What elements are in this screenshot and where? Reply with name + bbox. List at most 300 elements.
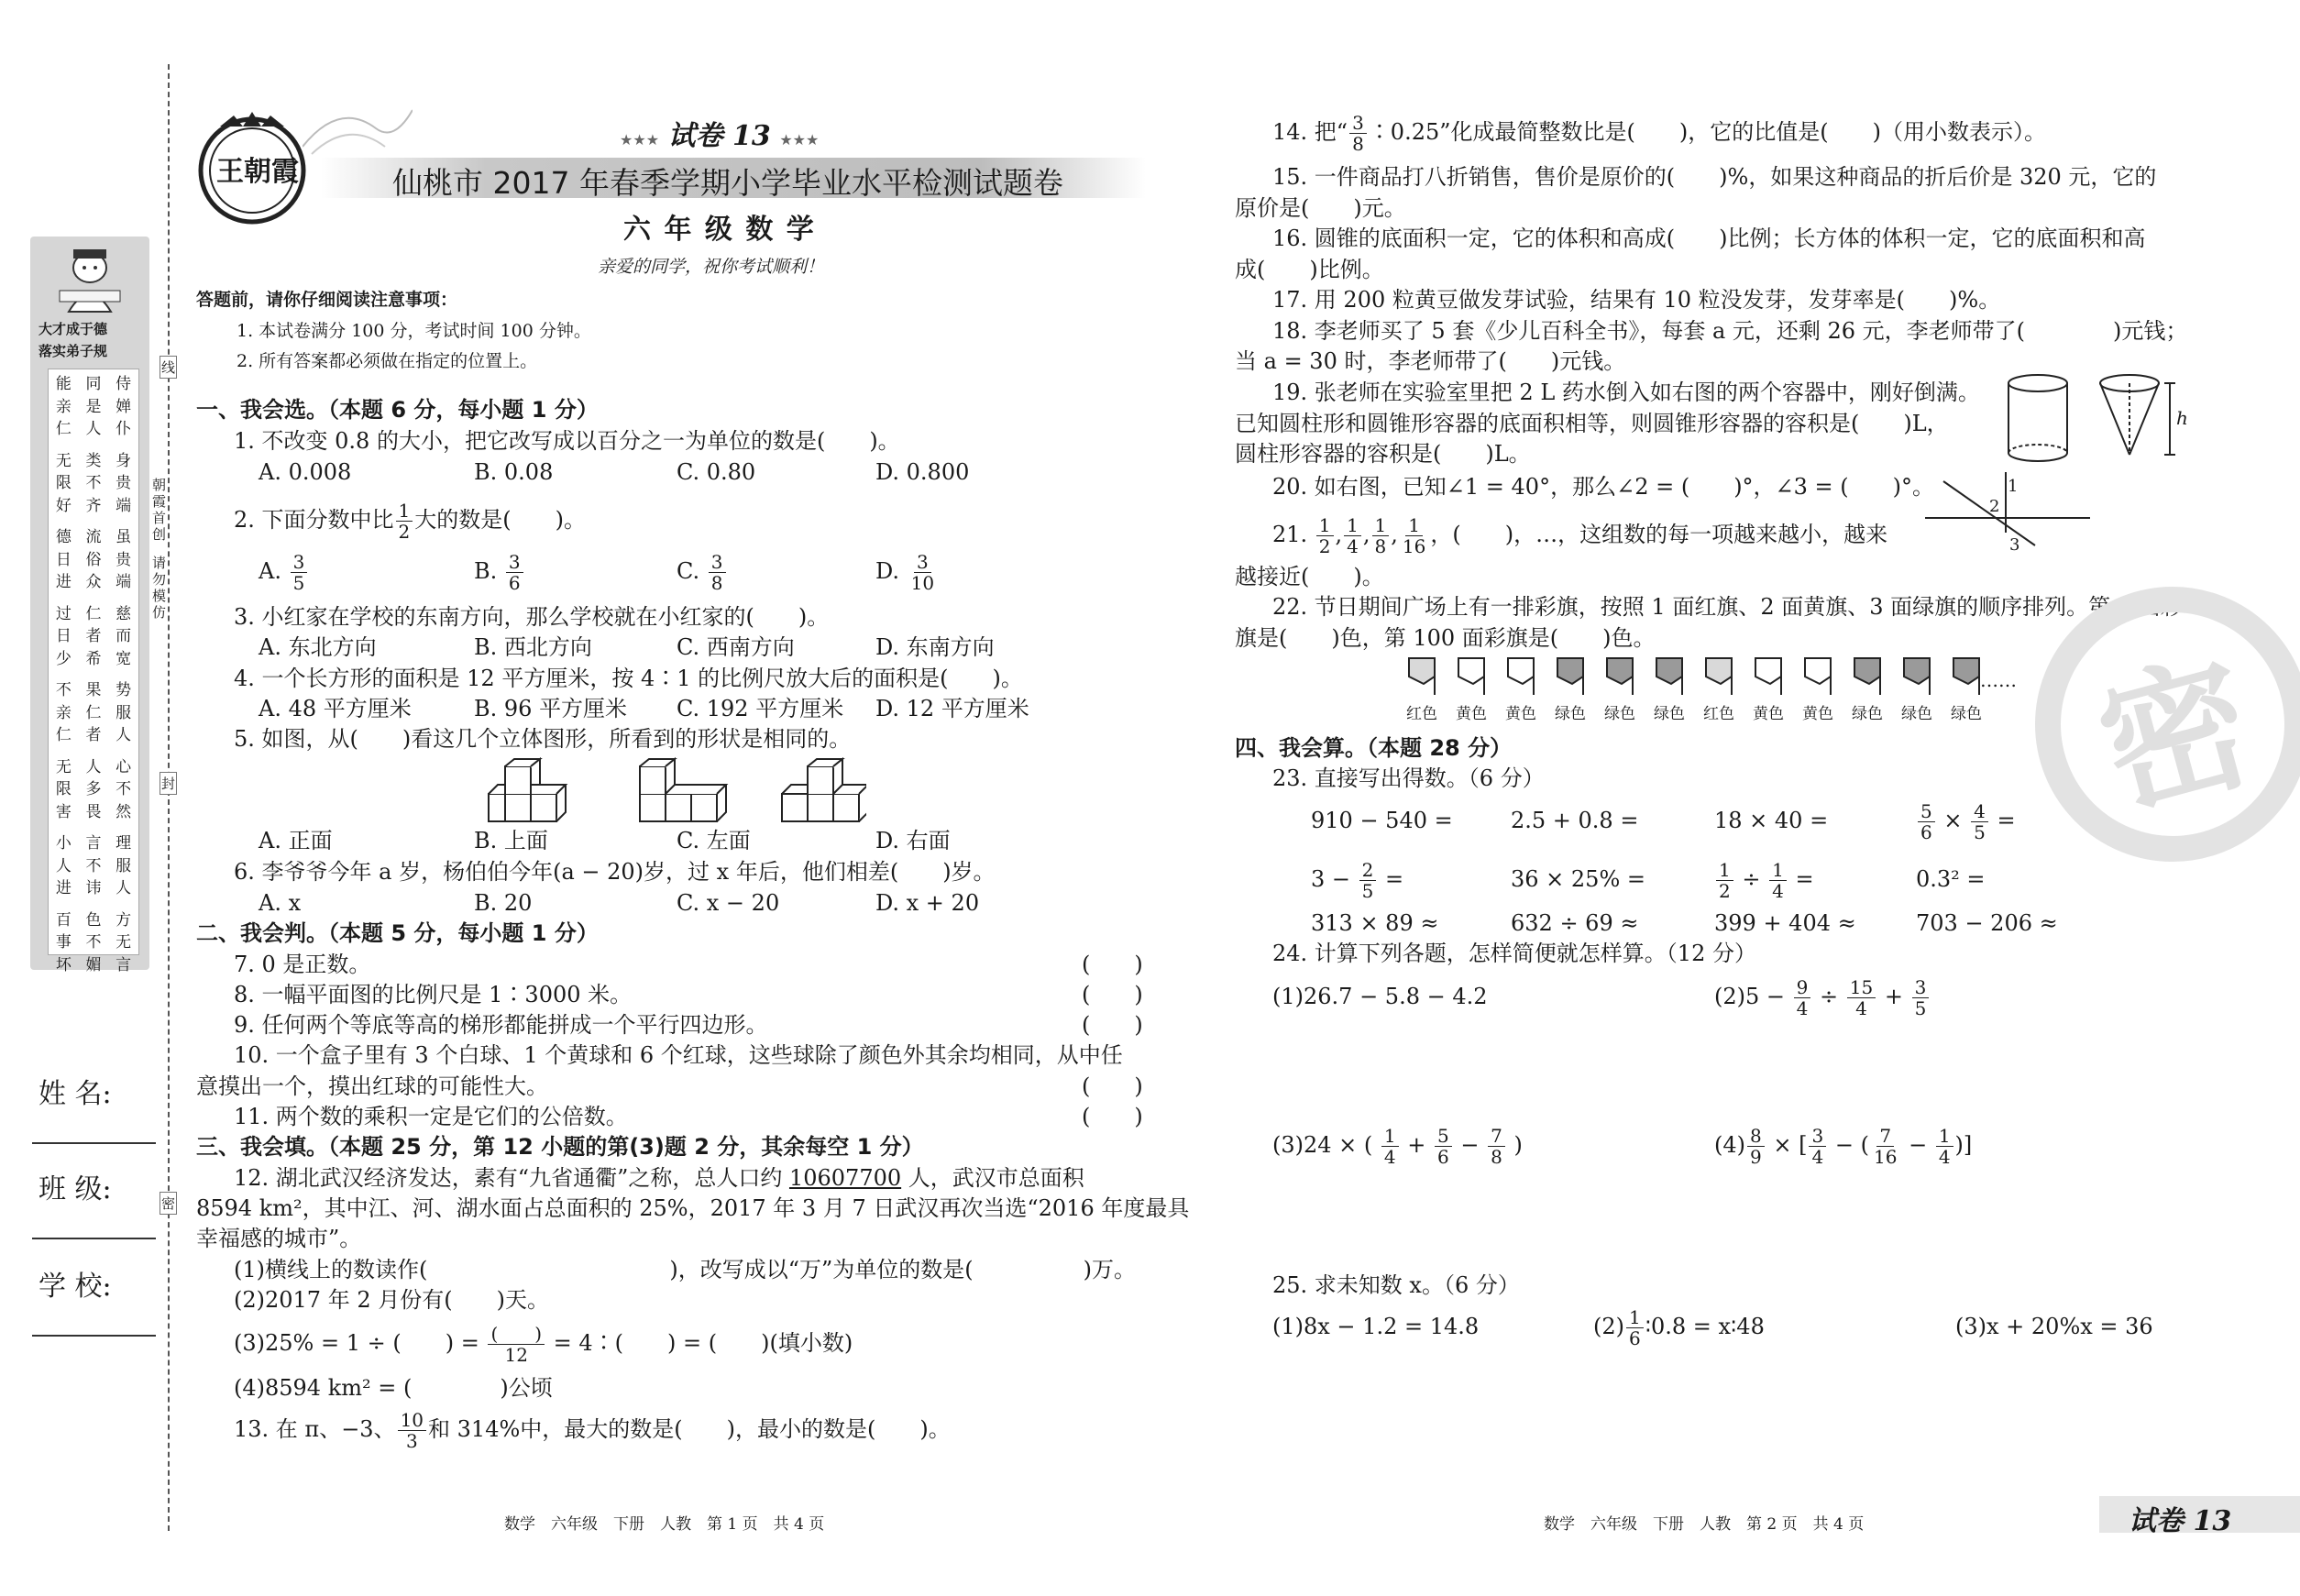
question-14: [1272, 108, 2046, 156]
sidebar-char: 限: [55, 474, 72, 492]
q21-text-b: ，( )，…，这组数的每一项越来越小，越来: [1430, 522, 1888, 547]
p2-n1: 9: [1794, 978, 1811, 998]
calc4-n1: 5: [1918, 802, 1935, 822]
q2-option-b[interactable]: [474, 548, 525, 594]
sidebar-motto-2: 落实弟子规: [39, 343, 108, 359]
sidebar-motto-1: 大才成于德: [39, 321, 108, 337]
p4-a: (4): [1714, 1132, 1745, 1158]
sidebar-char: 希: [85, 649, 102, 668]
sidebar-char: 言: [116, 955, 132, 974]
calc-5: [1311, 854, 1403, 904]
sidebar-char: 多: [85, 780, 102, 798]
p4-n1: 8: [1747, 1127, 1765, 1147]
q10-answer-paren[interactable]: ( ): [1082, 1073, 1143, 1099]
q5-option-c[interactable]: C. 左面: [677, 828, 751, 853]
sidebar-char: 不: [85, 856, 102, 875]
notice-item-1: 1. 本试卷满分 100 分，考试时间 100 分钟。: [237, 321, 591, 341]
q2d-num: 3: [914, 553, 931, 573]
question-17: 17. 用 200 粒黄豆做发芽试验，结果有 10 粒没发芽，发芽率是( )%。: [1272, 287, 2001, 313]
question-10-cont: 意摸出一个，摸出红球的可能性大。: [196, 1073, 548, 1099]
question-11: 11. 两个数的乘积一定是它们的公倍数。: [234, 1104, 628, 1129]
exam-greeting: 亲爱的同学，祝你考试顺利！: [598, 257, 825, 277]
p4-op3: −: [1909, 1132, 1928, 1158]
flag-icon: [1603, 656, 1636, 697]
sidebar-char: 日: [55, 627, 72, 645]
calc7-n2: 1: [1769, 861, 1787, 881]
q4-option-b[interactable]: B. 96 平方厘米: [474, 696, 628, 721]
sidebar-char: 人: [85, 420, 102, 438]
flag-label: 红色: [1406, 705, 1437, 723]
sidebar-char: 宽: [116, 649, 132, 668]
sidebar-char: 仁: [55, 726, 72, 744]
q2c-den: 8: [710, 572, 723, 594]
calc4-op: ×: [1943, 808, 1963, 833]
sidebar-char: 侍: [116, 375, 132, 393]
q21-f2-den: 4: [1347, 535, 1359, 557]
equation-1: (1)8x − 1.2 = 14.8: [1272, 1314, 1480, 1339]
flag-label: 绿色: [1654, 705, 1685, 723]
sidebar-char: 事: [55, 933, 72, 952]
q5-option-a[interactable]: A. 正面: [259, 828, 333, 853]
sidebar-char: 人: [116, 726, 132, 744]
q12-part-2: (2)2017 年 2 月份有( )天。: [234, 1287, 549, 1313]
sidebar-char: 不: [116, 780, 132, 798]
p3-n1: 1: [1381, 1127, 1399, 1147]
flag-label: 黄色: [1802, 705, 1833, 723]
exam-label: 试卷 13: [667, 120, 771, 152]
sidebar-char: 势: [116, 681, 132, 699]
calc-9: 313 × 89 ≈: [1311, 910, 1439, 936]
sidebar-char: 是: [85, 397, 102, 416]
sidebar-col-3: [116, 373, 132, 974]
question-4: 4. 一个长方形的面积是 12 平方厘米，按 4∶1 的比例尺放大后的面积是( )。: [234, 666, 1023, 691]
q2c-num: 3: [709, 553, 726, 573]
sidebar-char: 婵: [116, 397, 132, 416]
e2-a: (2): [1593, 1314, 1624, 1339]
q4-option-c[interactable]: C. 192 平方厘米: [677, 696, 844, 721]
sidebar-char: 人: [85, 757, 102, 776]
q13-num: 10: [398, 1411, 426, 1431]
q6-option-c[interactable]: C. x − 20: [677, 890, 780, 916]
q12-3-num: ( ): [488, 1325, 545, 1345]
exam-badge: [620, 113, 819, 153]
question-22: 22. 节日期间广场上有一排彩旗，按照 1 面红旗、2 面黄旗、3 面绿旗的顺序排列。第 3 面彩: [1272, 594, 2183, 620]
question-19: 19. 张老师在实验室里把 2 L 药水倒入如右图的两个容器中，刚好倒满。: [1272, 380, 1980, 405]
q12-3-text-a: (3)25% = 1 ÷ ( ) =: [234, 1330, 487, 1356]
calc-1: 910 − 540 =: [1311, 808, 1453, 833]
flag-item: [1700, 656, 1738, 723]
q21-f2-num: 1: [1344, 516, 1361, 536]
question-2: [234, 499, 586, 541]
question-24: 24. 计算下列各题，怎样简便就怎样算。（12 分）: [1272, 941, 1756, 966]
q21-text-a: 21.: [1272, 522, 1315, 547]
q1-option-b[interactable]: B. 0.08: [474, 459, 554, 485]
notice-head: 答题前，请你仔细阅读注意事项：: [196, 290, 458, 310]
q3-option-b[interactable]: B. 西北方向: [474, 634, 592, 660]
sidebar-char: 好: [55, 496, 72, 515]
e2-n: 1: [1626, 1308, 1644, 1328]
p3-b: ): [1513, 1132, 1523, 1158]
p2-d1: 4: [1796, 997, 1809, 1019]
sidebar-char: 进: [55, 573, 72, 591]
ribbon-decoration: [303, 101, 413, 156]
sidebar-char: 过: [55, 604, 72, 623]
sidebar-char: 仁: [85, 703, 102, 722]
sidebar-char: 虽: [116, 528, 132, 546]
e2-b: ∶0.8 = x∶48: [1645, 1314, 1765, 1339]
question-13: [234, 1404, 951, 1454]
q14-num: 3: [1349, 114, 1367, 134]
sidebar-char: 坏: [55, 955, 72, 974]
footer-left: 数学 六年级 下册 人教 第 1 页 共 4 页: [504, 1515, 825, 1534]
question-23: 23. 直接写出得数。（6 分）: [1272, 765, 1545, 791]
q13-den: 3: [405, 1430, 418, 1452]
sidebar-char: 德: [55, 528, 72, 546]
q13-text-a: 13. 在 π、−3、: [234, 1416, 396, 1442]
question-12-line-2: 8594 km²，其中江、河、湖水面占总面积的 25%，2017 年 3 月 7 日武汉再次当选“2016 年度最具: [196, 1195, 1190, 1221]
sidebar-char: 亲: [55, 397, 72, 416]
question-12-line-3: 幸福感的城市”。: [196, 1226, 362, 1251]
angle-label-3: 3: [2009, 535, 2020, 555]
flag-icon: [1405, 656, 1438, 697]
sidebar-char: 畏: [85, 802, 102, 821]
q2-option-c[interactable]: [677, 548, 728, 594]
flag-item: [1848, 656, 1887, 723]
calc-6: 36 × 25% =: [1511, 866, 1645, 892]
question-19-cont-2: 圆柱形容器的容积是( )L。: [1235, 441, 1531, 467]
q12-part-4: (4)8594 km² = ( )公顷: [234, 1375, 553, 1401]
sidebar-char: 害: [55, 802, 72, 821]
question-5: 5. 如图，从( )看这几个立体图形，所看到的形状是相同的。: [234, 726, 852, 752]
q2-num: 1: [396, 501, 413, 522]
q1-option-d[interactable]: D. 0.800: [875, 459, 970, 485]
cylinder-cone-figure: [2003, 370, 2195, 466]
question-12: [234, 1162, 1084, 1194]
q21-f1-num: 1: [1316, 516, 1334, 536]
section-1-title: 一、我会选。（本题 6 分，每小题 1 分）: [196, 397, 599, 423]
flag-item: [1601, 656, 1639, 723]
calc7-d2: 4: [1772, 880, 1784, 902]
exam-subject: 六 年 级 数 学: [623, 214, 816, 246]
q13-text-b: 和 314%中，最大的数是( )，最小的数是( )。: [428, 1416, 951, 1442]
q2b-den: 6: [508, 572, 521, 594]
sidebar-char: 进: [55, 879, 72, 897]
question-22-cont: 旗是( )色，第 100 面彩旗是( )色。: [1235, 625, 1656, 651]
q3-option-c[interactable]: C. 西南方向: [677, 634, 795, 660]
q14-text-b: ∶0.25”化成最简整数比是( )，它的比值是( )（用小数表示）。: [1368, 119, 2046, 145]
calc-10: 632 ÷ 69 ≈: [1511, 910, 1639, 936]
q1-option-c[interactable]: C. 0.80: [677, 459, 756, 485]
sidebar-char: 端: [116, 573, 132, 591]
sidebar-char: 日: [55, 550, 72, 569]
p3-d1: 4: [1383, 1146, 1396, 1168]
sidebar-char: 言: [85, 834, 102, 853]
calc-12: 703 − 206 ≈: [1916, 910, 2058, 936]
flag-item: [1799, 656, 1837, 723]
p4-d1: 9: [1750, 1146, 1762, 1168]
sidebar-char: 慈: [116, 604, 132, 623]
sidebar-char: 贵: [116, 474, 132, 492]
sidebar-char: 理: [116, 834, 132, 853]
p2-op2: +: [1884, 984, 1903, 1009]
calc5-n: 2: [1359, 861, 1377, 881]
q12-3-text-b: = 4∶( ) = ( )(填小数): [546, 1330, 853, 1356]
equation-2: [1593, 1302, 1765, 1351]
exam-title: 仙桃市 2017 年春季学期小学毕业水平检测试题卷: [392, 165, 1063, 201]
flag-label: 红色: [1703, 705, 1734, 723]
flag-item: [1898, 656, 1936, 723]
question-21-cont: 越接近( )。: [1235, 564, 1384, 589]
sidebar-char: 类: [85, 451, 102, 470]
sidebar-char: 无: [116, 933, 132, 952]
p4-n3: 7: [1876, 1127, 1894, 1147]
flag-icon: [1554, 656, 1587, 697]
calc5-d: 5: [1361, 880, 1374, 902]
flag-icon: [1801, 656, 1834, 697]
calc7-op: ÷: [1742, 866, 1761, 892]
flag-icon: [1653, 656, 1686, 697]
sidebar-char: 无: [55, 451, 72, 470]
flag-label: 黄色: [1505, 705, 1536, 723]
q21-f4-den: 16: [1402, 535, 1426, 557]
p3-op: +: [1407, 1132, 1426, 1158]
p4-d2: 4: [1811, 1146, 1824, 1168]
q5-option-b[interactable]: B. 上面: [474, 828, 548, 853]
question-8: 8. 一幅平面图的比例尺是 1∶3000 米。: [234, 982, 633, 1007]
sidebar-char: 仆: [116, 420, 132, 438]
p4-d4: 4: [1938, 1146, 1951, 1168]
flag-label: 绿色: [1852, 705, 1883, 723]
sidebar-char: 方: [116, 910, 132, 930]
footer-exam-label: 试卷 13: [2129, 1505, 2232, 1537]
question-18: 18. 李老师买了 5 套《少儿百科全书》，每套 a 元，还剩 26 元，李老师带了( )元钱；: [1272, 318, 2188, 344]
sidebar-char: 者: [85, 627, 102, 645]
flag-icon: [1702, 656, 1735, 697]
calc-11: 399 + 404 ≈: [1714, 910, 1856, 936]
q2b-label: B.: [474, 558, 504, 584]
flag-icon: [1950, 656, 1983, 697]
calc-4: [1916, 796, 2016, 845]
question-21: 21. $\frac{1}{2}$ , $\frac{1}{4}$ , $\frac{1}{8}$ , $\frac{1}{16}$ ，( )，…，这组数的每一项越来越小，越来: [1272, 514, 1888, 557]
sidebar-char: 人: [116, 879, 132, 897]
q12-text-b: 人，武汉市总面积: [901, 1165, 1084, 1191]
q2-option-a[interactable]: [259, 548, 309, 594]
seal-label-xian: 线: [160, 356, 177, 379]
flag-icon: [1504, 656, 1537, 697]
stars-right: ★★★: [779, 131, 820, 149]
sidebar-char: 众: [85, 573, 102, 591]
q2a-den: 5: [292, 572, 305, 594]
problem-3: [1272, 1120, 1523, 1170]
q2c-label: C.: [677, 558, 707, 584]
flag-item: [1403, 656, 1441, 723]
question-15-cont: 原价是( )元。: [1235, 195, 1406, 221]
q6-option-d[interactable]: D. x + 20: [875, 890, 980, 916]
question-18-cont: 当 a = 30 时，李老师带了( )元钱。: [1235, 348, 1626, 374]
class-field-line[interactable]: [32, 1238, 156, 1239]
q2-fraction: [396, 501, 413, 541]
q2a-label: A.: [259, 558, 289, 584]
sidebar-char: 俗: [85, 550, 102, 569]
angle-label-1: 1: [2008, 477, 2019, 496]
q2-option-d[interactable]: [875, 548, 939, 594]
secret-stamp: [2035, 587, 2300, 862]
sidebar-char: 人: [55, 856, 72, 875]
section-2-title: 二、我会判。（本题 5 分，每小题 1 分）: [196, 920, 599, 946]
calc-8: 0.3² =: [1916, 866, 1986, 892]
q1-option-a[interactable]: A. 0.008: [259, 459, 352, 485]
q11-answer-paren[interactable]: ( ): [1082, 1104, 1143, 1129]
sidebar-char: 同: [85, 375, 102, 393]
calc7-eq: =: [1795, 866, 1814, 892]
sidebar-char: 仁: [85, 604, 102, 623]
q3-option-a[interactable]: A. 东北方向: [259, 634, 377, 660]
problem-2: [1714, 972, 1931, 1021]
calc-3: 18 × 40 =: [1714, 808, 1829, 833]
q21-f4-num: 1: [1405, 516, 1423, 536]
flag-item: [1749, 656, 1788, 723]
p3-n3: 7: [1488, 1127, 1505, 1147]
stars-left: ★★★: [620, 131, 660, 149]
flag-label: 黄色: [1456, 705, 1487, 723]
question-16: 16. 圆锥的底面积一定，它的体积和高成( )比例；长方体的体积一定，它的底面积和高: [1272, 226, 2146, 251]
question-19-cont: 已知圆柱形和圆锥形容器的底面积相等，则圆锥形容器的容积是( )L，: [1235, 411, 1949, 436]
flag-label: 绿色: [1951, 705, 1982, 723]
p3-d2: 6: [1437, 1146, 1449, 1168]
p4-n4: 1: [1936, 1127, 1953, 1147]
sidebar-char: 能: [55, 375, 72, 393]
sidebar-char: 者: [85, 726, 102, 744]
school-label: 学 校:: [39, 1271, 112, 1303]
school-field-line[interactable]: [32, 1335, 156, 1337]
sidebar-char: 不: [85, 933, 102, 952]
p4-d3: 16: [1873, 1146, 1898, 1168]
sidebar-col-1: [55, 373, 72, 974]
sidebar-char: 小: [55, 834, 72, 853]
q8-answer-paren[interactable]: ( ): [1082, 982, 1143, 1007]
question-7: 7. 0 是正数。: [234, 952, 371, 977]
p2-n2: 15: [1847, 978, 1876, 998]
q12-population: 10607700: [788, 1165, 902, 1191]
p3-a: (3)24 × (: [1272, 1132, 1373, 1158]
sidebar-char: 服: [116, 703, 132, 722]
calc4-d1: 6: [1920, 821, 1932, 843]
calc4-eq: =: [1997, 808, 2016, 833]
p3-op2: −: [1460, 1132, 1480, 1158]
sidebar-char: 百: [55, 910, 72, 930]
secret-stamp-text: 密: [2082, 633, 2269, 839]
sidebar-char: 少: [55, 649, 72, 668]
p2-a: (2)5 −: [1714, 984, 1786, 1009]
flag-icon: [1752, 656, 1785, 697]
q9-answer-paren[interactable]: ( ): [1082, 1012, 1143, 1038]
calc5-eq: =: [1385, 866, 1404, 892]
sidebar-char: 贵: [116, 550, 132, 569]
side-note-2: 请勿模仿: [152, 555, 167, 621]
p2-n3: 3: [1912, 978, 1930, 998]
question-16-cont: 成( )比例。: [1235, 257, 1384, 282]
sidebar-char: 仁: [55, 420, 72, 438]
sidebar-char: 服: [116, 856, 132, 875]
flag-label: 绿色: [1555, 705, 1586, 723]
flag-row: [1403, 656, 1986, 723]
flag-label: 黄色: [1753, 705, 1784, 723]
equation-3: (3)x + 20%x = 36: [1955, 1314, 2153, 1339]
p4-n2: 3: [1809, 1127, 1826, 1147]
p4-op2: − (: [1834, 1132, 1869, 1158]
sidebar-char: 媚: [85, 955, 102, 974]
sidebar-char: 果: [85, 681, 102, 699]
q21-f3-num: 1: [1372, 516, 1390, 536]
q2-text-b: 大的数是( )。: [414, 507, 586, 533]
sidebar-col-2: [85, 373, 102, 974]
question-20: 20. 如右图，已知∠1 = 40°，那么∠2 = ( )°，∠3 = ( )°。: [1272, 474, 1935, 500]
q2d-den: 10: [910, 572, 935, 594]
question-1: 1. 不改变 0.8 的大小，把它改写成以百分之一为单位的数是( )。: [234, 428, 900, 454]
sidebar-char: 齐: [85, 496, 102, 515]
section-4-title: 四、我会算。（本题 28 分）: [1235, 735, 1513, 761]
flag-item: [1551, 656, 1590, 723]
problem-4: [1714, 1120, 1972, 1170]
q6-option-b[interactable]: B. 20: [474, 890, 533, 916]
calc-7: [1714, 854, 1814, 904]
sidebar-char: 流: [85, 528, 102, 546]
height-label: h: [2176, 407, 2188, 429]
q5-option-d[interactable]: D. 右面: [875, 828, 951, 853]
q7-answer-paren[interactable]: ( ): [1082, 952, 1143, 977]
sidebar-columns: [48, 369, 139, 974]
question-3: 3. 小红家在学校的东南方向，那么学校就在小红家的( )。: [234, 604, 830, 630]
q3-option-d[interactable]: D. 东南方向: [875, 634, 995, 660]
p2-d2: 4: [1855, 997, 1867, 1019]
name-field-line[interactable]: [32, 1142, 156, 1144]
problem-1: (1)26.7 − 5.8 − 4.2: [1272, 984, 1488, 1009]
q4-option-d[interactable]: D. 12 平方厘米: [875, 696, 1029, 721]
flag-label: 绿色: [1901, 705, 1932, 723]
flag-label: 绿色: [1604, 705, 1635, 723]
sidebar-char: 讳: [85, 879, 102, 897]
sidebar-char: 不: [85, 474, 102, 492]
q14-text-a: 14. 把“: [1272, 119, 1348, 145]
flag-icon: [1851, 656, 1884, 697]
q4-option-a[interactable]: A. 48 平方厘米: [259, 696, 412, 721]
sidebar-char: 色: [85, 910, 102, 930]
question-9: 9. 任何两个等底等高的梯形都能拼成一个平行四边形。: [234, 1012, 768, 1038]
q14-den: 8: [1352, 133, 1364, 155]
sidebar-char: 身: [116, 451, 132, 470]
q12-part-3: [234, 1318, 853, 1368]
calc7-d1: 2: [1719, 880, 1731, 902]
flag-icon: [1900, 656, 1933, 697]
q2-den: 2: [398, 521, 411, 543]
sidebar-char: 而: [116, 627, 132, 645]
q6-option-a[interactable]: A. x: [259, 890, 302, 916]
angle-label-2: 2: [1989, 497, 2000, 516]
p4-b: )]: [1954, 1132, 1973, 1158]
flag-more: ……: [1980, 669, 2017, 691]
footer-right: 数学 六年级 下册 人教 第 2 页 共 4 页: [1544, 1515, 1865, 1534]
flag-item: [1502, 656, 1540, 723]
q12-part-1: (1)横线上的数读作( )，改写成以“万”为单位的数是( )万。: [234, 1257, 1136, 1282]
sidebar-char: 端: [116, 496, 132, 515]
flag-item: [1650, 656, 1689, 723]
section-3-title: 三、我会填。（本题 25 分，第 12 小题的第(3)题 2 分，其余每空 1 分）: [196, 1134, 924, 1160]
p3-n2: 5: [1435, 1127, 1452, 1147]
seal-label-mi: 密: [160, 1192, 177, 1215]
seal-line: [168, 64, 170, 1531]
p3-d3: 8: [1491, 1146, 1502, 1168]
calc4-n2: 4: [1971, 802, 1988, 822]
